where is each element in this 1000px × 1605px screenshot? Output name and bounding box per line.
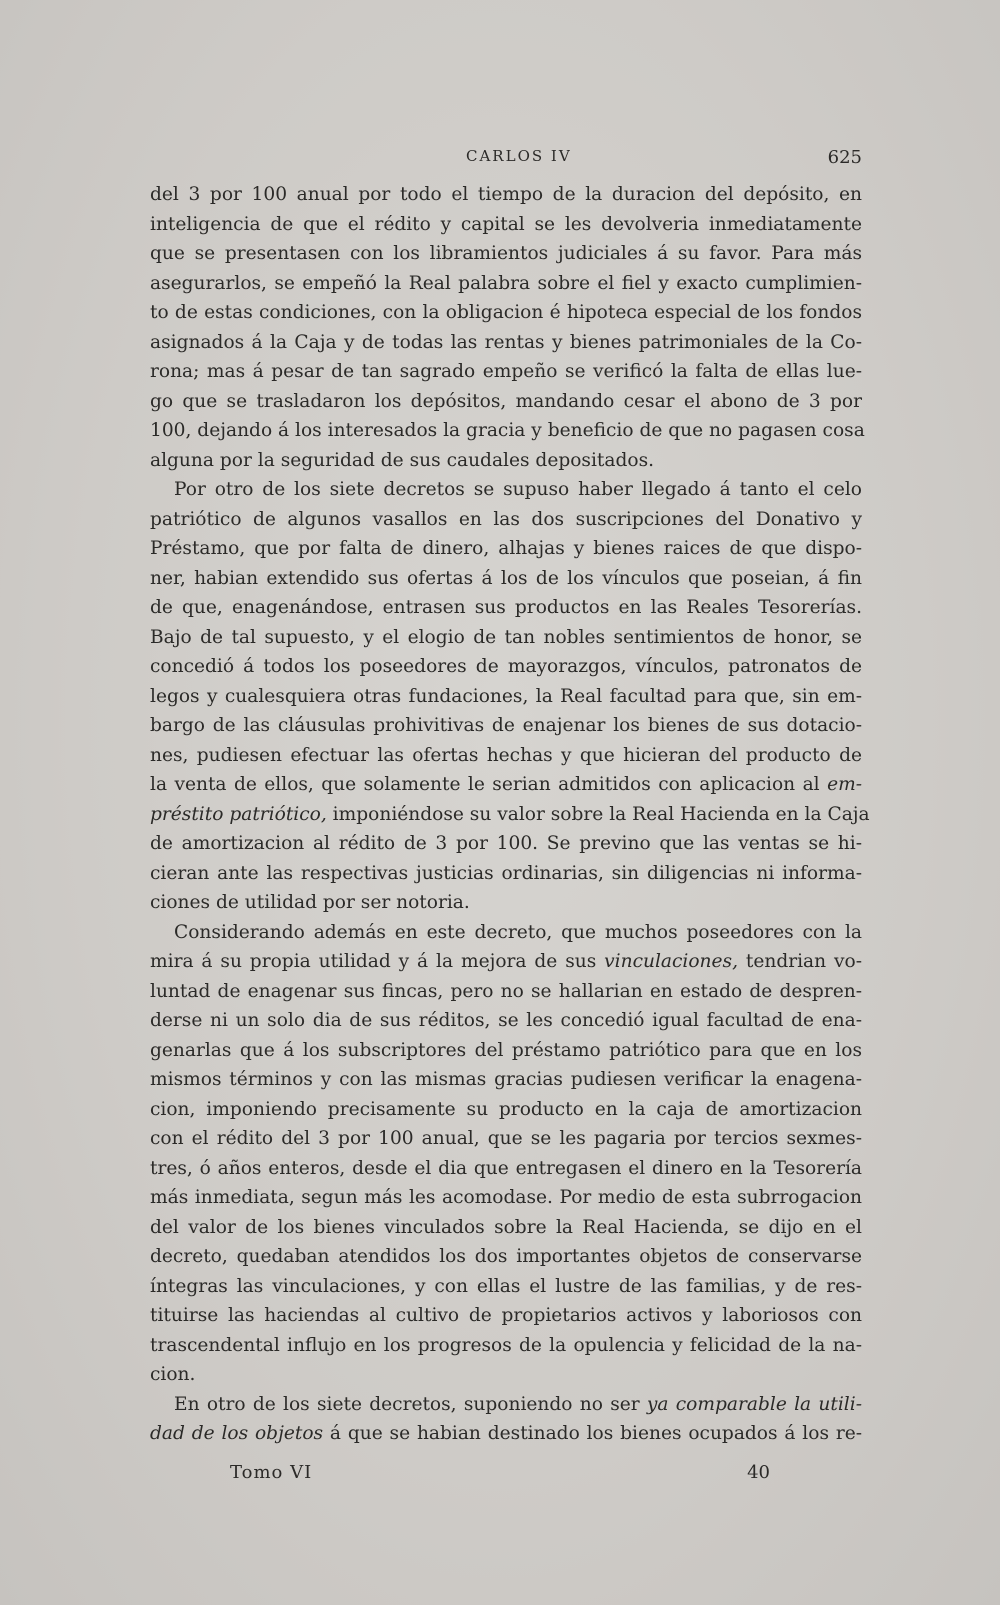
line-text-tail: á que se habian destinado los bienes ocupados á los re- (323, 1423, 863, 1444)
line-text: Considerando además en este decreto, que muchos poseedores con la (174, 921, 862, 943)
text-line (150, 1331, 862, 1361)
line-text: Por otro de los siete decretos se supuso haber llegado á tanto el celo (174, 479, 862, 500)
line-text: genarlas que á los subscriptores del préstamo patriótico para que en los (150, 1039, 862, 1061)
italic-text: em- (827, 774, 862, 795)
text-line (150, 387, 862, 417)
text-line (150, 1095, 862, 1125)
text-line (150, 1272, 862, 1302)
line-text: ner, habian extendido sus ofertas á los de los vínculos que poseian, á fin (150, 567, 862, 589)
text-line (150, 1301, 862, 1331)
text-line (150, 298, 862, 328)
line-text-tail: imponiéndose su valor sobre la Real Hacienda en la Caja (326, 803, 870, 825)
text-line (150, 711, 862, 741)
text-line (150, 1242, 862, 1272)
line-text: 100, dejando á los interesados la gracia y beneficio de que no pagasen cosa (150, 420, 865, 441)
line-text: cion, imponiendo precisamente su producto en la caja de amortizacion (150, 1098, 862, 1120)
text-line (150, 269, 862, 299)
line-text: de que, enagenándose, entrasen sus productos en las Reales Tesorerías. (150, 597, 862, 618)
text-line (150, 416, 865, 446)
text-line (150, 770, 862, 800)
text-line (150, 888, 862, 918)
text-line (150, 446, 862, 476)
line-text: patriótico de algunos vasallos en las dos suscripciones del Donativo y (150, 508, 862, 530)
line-text: cion. (150, 1364, 196, 1385)
text-line (150, 1065, 862, 1095)
line-text: inteligencia de que el rédito y capital se les devolveria inmediatamente (150, 213, 862, 235)
line-text: la venta de ellos, que solamente le serian admitidos con aplicacion al (150, 774, 820, 795)
text-line (150, 475, 862, 505)
text-line (150, 1213, 862, 1243)
text-line (150, 1154, 862, 1184)
line-text: tres, ó años enteros, desde el dia que entregasen el dinero en la Tesorería (150, 1157, 862, 1179)
text-line (150, 1124, 862, 1154)
line-text: ciones de utilidad por ser notoria. (150, 892, 470, 913)
page-footer (230, 1462, 770, 1486)
line-text: rona; mas á pesar de tan sagrado empeño se verificó la falta de ellas lue- (150, 361, 862, 382)
line-text: bargo de las cláusulas prohivitivas de enajenar los bienes de sus dotacio- (150, 715, 862, 736)
line-text: legos y cualesquiera otras fundaciones, la Real facultad para que, sin em- (150, 685, 862, 707)
line-text: de amortizacion al rédito de 3 por 100. Se previno que las ventas se hi- (150, 833, 862, 854)
text-line (150, 210, 862, 240)
text-line (150, 534, 862, 564)
text-line (150, 505, 862, 535)
line-text: mismos términos y con las mismas gracias pudiesen verificar la enagena- (150, 1069, 862, 1090)
line-text: go que se trasladaron los depósitos, mandando cesar el abono de 3 por (150, 390, 862, 412)
text-line (150, 1419, 862, 1449)
line-text: derse ni un solo dia de sus réditos, se les concedió igual facultad de ena- (150, 1010, 862, 1031)
text-line (150, 564, 862, 594)
text-line (150, 593, 862, 623)
text-line (150, 239, 862, 269)
line-text: nes, pudiesen efectuar las ofertas hechas y que hicieran del producto de (150, 744, 862, 766)
text-line (150, 1006, 862, 1036)
italic-text: ya comparable la utili- (646, 1393, 862, 1415)
line-text-tail: tendrian vo- (737, 951, 862, 972)
running-head (150, 147, 862, 171)
line-text: concedió á todos los poseedores de mayorazgos, vínculos, patronatos de (150, 656, 862, 677)
text-line (150, 977, 862, 1007)
text-line (150, 829, 862, 859)
line-text: Préstamo, que por falta de dinero, alhajas y bienes raices de que dispo- (150, 538, 862, 559)
text-line (150, 328, 862, 358)
line-text: mira á su propia utilidad y á la mejora de sus (150, 951, 597, 972)
line-text: íntegras las vinculaciones, y con ellas el lustre de las familias, y de res- (150, 1275, 862, 1297)
line-text: En otro de los siete decretos, suponiendo no ser (174, 1393, 640, 1415)
line-text: luntad de enagenar sus fincas, pero no se hallarian en estado de despren- (150, 980, 862, 1002)
line-text: trascendental influjo en los progresos de la opulencia y felicidad de la na- (150, 1334, 862, 1356)
italic-text: préstito patriótico, (150, 803, 327, 825)
text-line (150, 652, 862, 682)
text-line (150, 1036, 862, 1066)
page-number: 625 (827, 147, 862, 168)
italic-text: vinculaciones, (604, 951, 738, 972)
line-text: más inmediata, segun más les acomodase. Por medio de esta subrrogacion (150, 1187, 862, 1208)
text-line (150, 947, 862, 977)
volume-label: Tomo VI (230, 1462, 313, 1483)
signature-mark: 40 (747, 1462, 770, 1483)
line-text: con el rédito del 3 por 100 anual, que se les pagaria por tercios sexmes- (150, 1128, 862, 1149)
text-line (150, 682, 862, 712)
text-line (150, 1390, 862, 1420)
line-text: alguna por la seguridad de sus caudales depositados. (150, 449, 655, 471)
text-line (150, 623, 862, 653)
line-text: que se presentasen con los libramientos judiciales á su favor. Para más (150, 243, 862, 264)
italic-text: dad de los objetos (150, 1423, 324, 1444)
body-text (150, 180, 870, 1449)
line-text: cieran ante las respectivas justicias ordinarias, sin diligencias ni informa- (150, 862, 862, 884)
text-line (150, 800, 870, 830)
text-line (150, 357, 862, 387)
line-text: to de estas condiciones, con la obligacion é hipoteca especial de los fondos (150, 302, 862, 323)
text-line (150, 1183, 862, 1213)
text-line (150, 1360, 862, 1390)
line-text: asegurarlos, se empeñó la Real palabra sobre el fiel y exacto cumplimien- (150, 272, 862, 294)
text-line (150, 741, 862, 771)
line-text: decreto, quedaban atendidos los dos importantes objetos de conservarse (150, 1246, 862, 1267)
line-text: asignados á la Caja y de todas las rentas y bienes patrimoniales de la Co- (150, 331, 862, 353)
text-line (150, 859, 862, 889)
text-line (150, 180, 862, 210)
text-line (150, 918, 862, 948)
running-head-title: CARLOS IV (466, 147, 572, 165)
line-text: del valor de los bienes vinculados sobre la Real Hacienda, se dijo en el (150, 1216, 862, 1238)
line-text: del 3 por 100 anual por todo el tiempo de la duracion del depósito, en (150, 184, 862, 205)
line-text: Bajo de tal supuesto, y el elogio de tan nobles sentimientos de honor, se (150, 626, 862, 648)
line-text: tituirse las haciendas al cultivo de propietarios activos y laboriosos con (150, 1305, 862, 1326)
